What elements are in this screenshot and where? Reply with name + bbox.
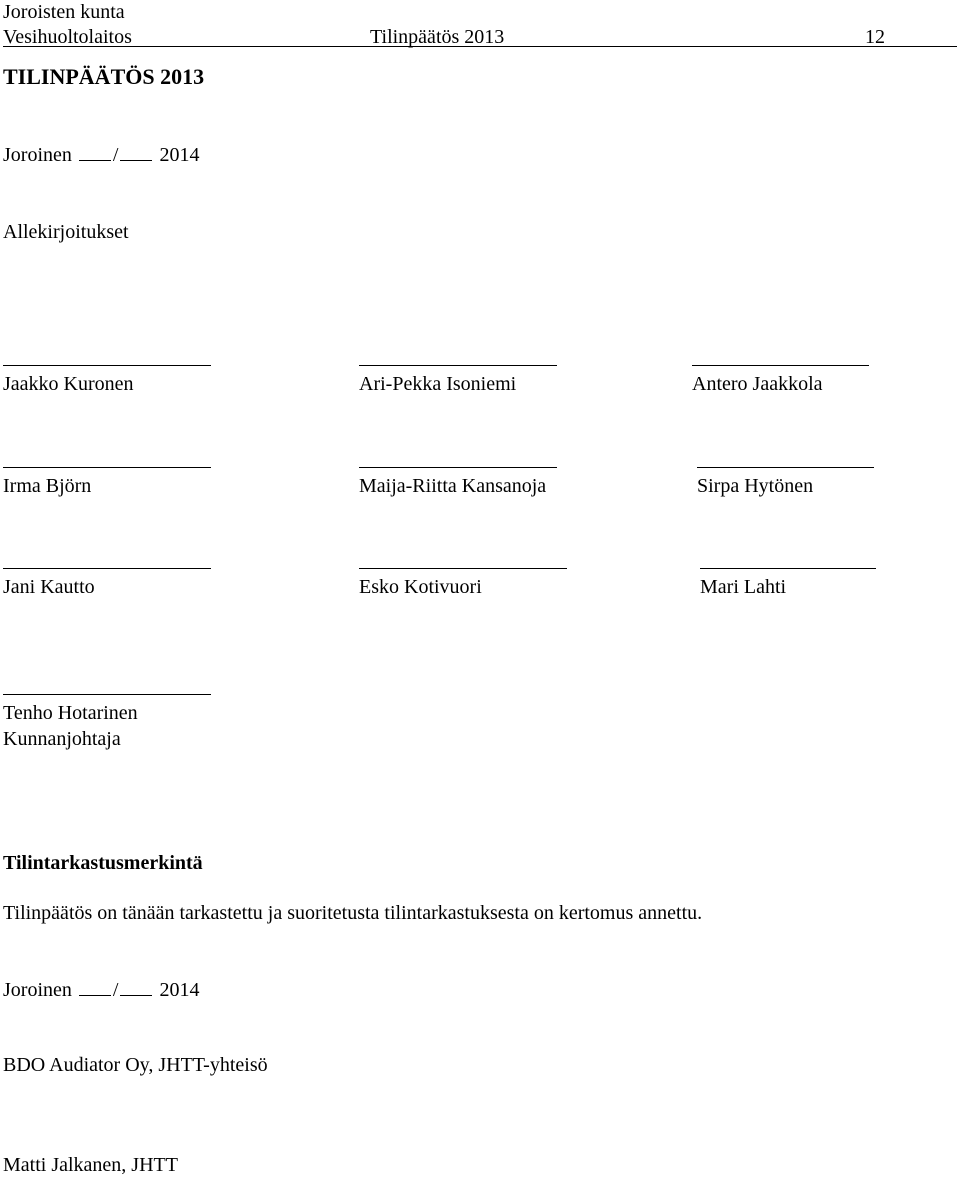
- date-year: 2014: [159, 979, 200, 1001]
- audit-firm: BDO Audiator Oy, JHTT-yhteisö: [3, 1054, 268, 1076]
- date-separator: /: [112, 979, 119, 1001]
- auditor-name: Matti Jalkanen, JHTT: [3, 1154, 178, 1176]
- date-blank-month: [120, 159, 152, 161]
- signature-line: [359, 365, 557, 366]
- date-separator: /: [112, 144, 119, 166]
- date-blank-day: [79, 994, 111, 996]
- date-year: 2014: [159, 144, 200, 166]
- signatory-name: Maija-Riitta Kansanoja: [359, 475, 547, 497]
- header-organization: Joroisten kunta: [3, 1, 125, 23]
- audit-statement: Tilinpäätös on tänään tarkastettu ja suoritetusta tilintarkastuksesta on kertomus annettu.: [3, 902, 703, 924]
- signature-line: [692, 365, 869, 366]
- date-line: [3, 145, 199, 165]
- signatory-name: Mari Lahti: [700, 576, 787, 598]
- signatory-name: Ari-Pekka Isoniemi: [359, 373, 517, 395]
- date-blank-month: [120, 994, 152, 996]
- signature-line: [697, 467, 874, 468]
- signature-line: [3, 467, 211, 468]
- manager-name: Tenho Hotarinen: [3, 702, 138, 724]
- header-page-number: 12: [865, 26, 885, 48]
- signatory-name: Sirpa Hytönen: [697, 475, 814, 497]
- signature-line: [3, 568, 211, 569]
- signature-line: [3, 694, 211, 695]
- signatures-heading: Allekirjoitukset: [3, 221, 129, 243]
- signatory-name: Jani Kautto: [3, 576, 95, 598]
- signature-line: [700, 568, 876, 569]
- signature-line: [359, 467, 557, 468]
- audit-heading: Tilintarkastusmerkintä: [3, 852, 203, 874]
- header-document-title: Tilinpäätös 2013: [370, 26, 505, 48]
- header-unit: Vesihuoltolaitos: [3, 26, 132, 48]
- date-place: Joroinen: [3, 144, 72, 166]
- header-bar: [3, 27, 957, 47]
- signatory-name: Esko Kotivuori: [359, 576, 482, 598]
- audit-date-line: [3, 980, 199, 1000]
- signature-line: [359, 568, 567, 569]
- date-place: Joroinen: [3, 979, 72, 1001]
- manager-title: Kunnanjohtaja: [3, 728, 121, 750]
- signatory-name: Antero Jaakkola: [692, 373, 823, 395]
- signatory-name: Irma Björn: [3, 475, 92, 497]
- page-title: TILINPÄÄTÖS 2013: [3, 64, 205, 89]
- date-blank-day: [79, 159, 111, 161]
- signatory-name: Jaakko Kuronen: [3, 373, 134, 395]
- signature-line: [3, 365, 211, 366]
